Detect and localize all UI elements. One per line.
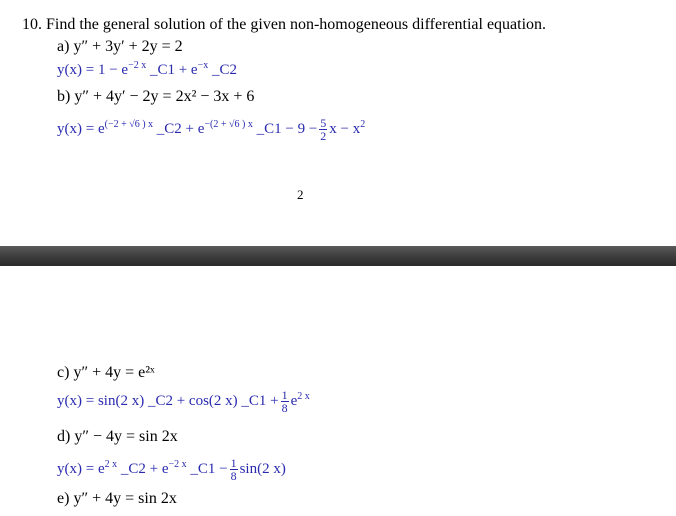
part-d-equation xyxy=(57,428,178,446)
solution-a xyxy=(57,62,237,79)
solution-d-frac-den: 8 xyxy=(230,469,237,483)
part-b-label: b) xyxy=(57,88,71,105)
solution-c xyxy=(57,389,310,414)
part-a-equation xyxy=(57,38,183,56)
part-c-text: y″ + 4y = e²ˣ xyxy=(73,364,155,381)
solution-a-lhs: y(x) = 1 − e xyxy=(57,62,129,78)
solution-b-frac-num: 5 xyxy=(320,116,327,130)
solution-c-tail: e xyxy=(290,392,298,409)
part-a-label: a) xyxy=(57,38,70,55)
solution-b-end-exp: 2 xyxy=(360,118,366,130)
solution-d-fraction xyxy=(230,457,238,482)
solution-c-frac-num: 1 xyxy=(281,388,288,402)
solution-a-mid: _C1 + e xyxy=(146,62,198,78)
solution-a-tail: _C2 xyxy=(208,62,237,78)
solution-a-exp1: −2 x xyxy=(128,60,147,71)
solution-b xyxy=(57,117,365,142)
solution-a-exp2: −x xyxy=(197,60,209,71)
solution-d-end: sin(2 x) xyxy=(239,460,286,477)
solution-d-lhs: y(x) = e xyxy=(57,460,105,477)
part-d-label: d) xyxy=(57,428,71,445)
solution-d-exp1: 2 x xyxy=(104,458,118,470)
solution-d-mid: _C2 + e xyxy=(117,460,169,477)
solution-c-lhs: y(x) = sin(2 x) _C2 + cos(2 x) _C1 + xyxy=(57,392,279,409)
page-separator-bar xyxy=(0,246,676,266)
solution-b-fraction xyxy=(319,117,327,142)
solution-c-frac-den: 8 xyxy=(281,401,288,415)
solution-b-exp1: (−2 + √6 ) x xyxy=(104,118,154,130)
solution-d-frac-num: 1 xyxy=(230,456,237,470)
problem-title: 10. Find the general solution of the given non-homogeneous differential equation. xyxy=(22,16,547,33)
solution-d-exp2: −2 x xyxy=(168,458,187,470)
solution-b-frac-den: 2 xyxy=(320,129,327,143)
part-e-text: y″ + 4y = sin 2x xyxy=(73,490,177,507)
solution-b-lhs: y(x) = e xyxy=(57,120,105,137)
solution-b-tail: _C1 − 9 − xyxy=(252,120,318,137)
solution-d-tail: _C1 − xyxy=(186,460,228,477)
part-b-text: y″ + 4y′ − 2y = 2x² − 3x + 6 xyxy=(74,88,255,105)
solution-d xyxy=(57,457,286,482)
part-d-text: y″ − 4y = sin 2x xyxy=(74,428,178,445)
solution-b-mid: _C2 + e xyxy=(153,120,205,137)
part-e-label: e) xyxy=(57,490,70,507)
solution-b-end: x − x xyxy=(329,120,361,137)
part-c-equation xyxy=(57,364,155,382)
solution-b-exp2: −(2 + √6 ) x xyxy=(204,118,253,130)
part-b-equation xyxy=(57,88,254,106)
part-e-equation xyxy=(57,490,177,508)
solution-c-fraction xyxy=(281,389,289,414)
page-number: 2 xyxy=(297,187,304,202)
solution-c-tail-exp: 2 x xyxy=(297,390,310,402)
part-c-label: c) xyxy=(57,364,70,381)
part-a-text: y″ + 3y′ + 2y = 2 xyxy=(73,38,183,55)
